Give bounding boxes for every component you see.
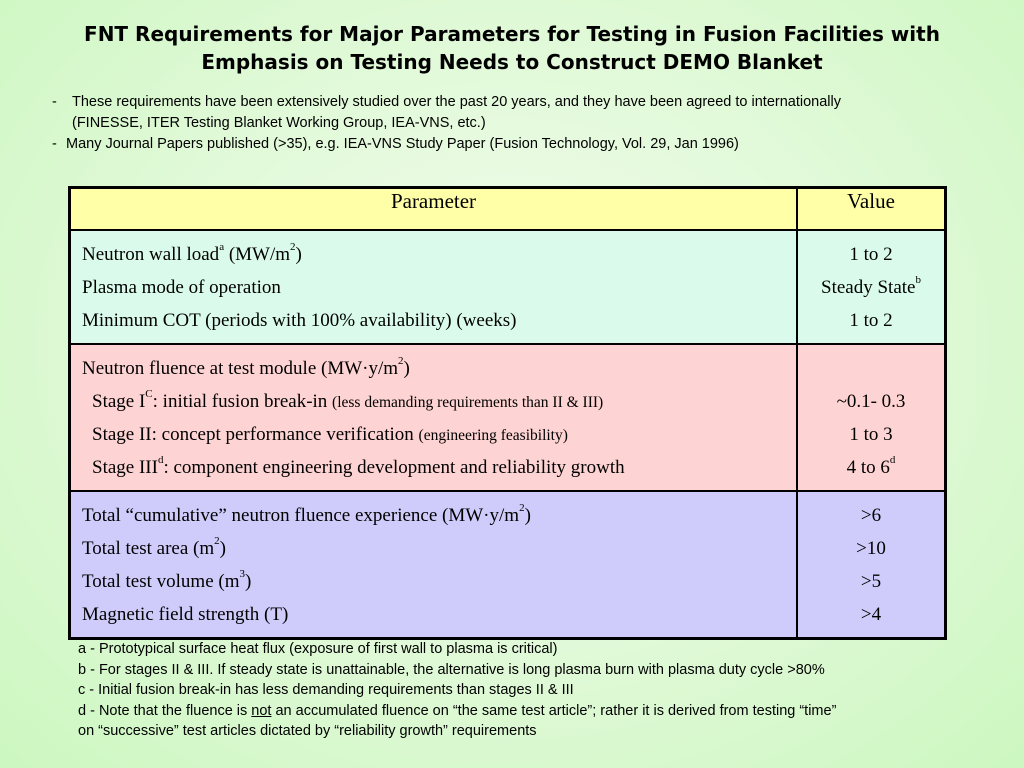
footnote-ref: a <box>219 240 225 253</box>
table-row <box>82 385 796 418</box>
value-text: 1 to 2 <box>849 244 893 265</box>
slide-title <box>0 20 1024 76</box>
footnote-a: a - Prototypical surface heat flux (exposure of first wall to plasma is critical) <box>78 641 558 657</box>
parameter-cell <box>70 230 798 344</box>
stage-label: Stage III <box>92 457 158 478</box>
table-row <box>82 418 796 451</box>
superscript: 2 <box>398 354 404 367</box>
title-line-2: Emphasis on Testing Needs to Construct DEMO Blanket <box>201 50 823 74</box>
bullet-dash: - <box>52 136 57 152</box>
footnote-d-line2: on “successive” test articles dictated by “reliability growth” requirements <box>78 723 537 739</box>
footnote-ref: d <box>889 453 896 466</box>
param-text: Neutron fluence at test module (MW·y/m <box>82 358 399 379</box>
param-text: Neutron wall load <box>82 244 220 265</box>
value-text: 4 to 6 <box>846 457 890 478</box>
bullet-dash: - <box>52 94 57 110</box>
value-cell <box>797 344 946 491</box>
table-group-totals <box>70 491 946 639</box>
value-blank <box>798 352 944 385</box>
superscript: 2 <box>519 501 525 514</box>
table-row <box>82 565 796 598</box>
bullet-line: (FINESSE, ITER Testing Blanket Working Group, IEA-VNS, etc.) <box>72 115 486 131</box>
superscript: 2 <box>290 240 296 253</box>
footnote-c: c - Initial fusion break-in has less demanding requirements than stages II & III <box>78 682 574 698</box>
table-row <box>82 598 796 631</box>
value-row <box>798 451 944 484</box>
value-text: >5 <box>860 571 882 592</box>
bullet-item <box>52 92 841 134</box>
footnote-d-text: d - Note that the fluence is <box>78 702 252 719</box>
value-text: 1 to 3 <box>849 424 893 445</box>
table-row <box>82 451 796 484</box>
requirements-table <box>68 186 947 640</box>
footnote-ref: b <box>915 273 921 286</box>
parameter-cell <box>70 491 798 639</box>
footnote-ref: C <box>145 387 153 400</box>
param-close: ) <box>245 571 252 592</box>
header-value: Value <box>797 188 946 231</box>
table-row <box>82 304 796 337</box>
param-close: ) <box>219 538 226 559</box>
param-text: Total test volume (m <box>82 571 240 592</box>
bullet-item <box>52 134 841 155</box>
stage-label: Stage I <box>92 391 146 412</box>
header-parameter: Parameter <box>70 188 798 231</box>
bullet-line: These requirements have been extensively studied over the past 20 years, and they have been agreed to internationally <box>72 94 841 110</box>
stage-note: (less demanding requirements than II & III) <box>332 394 604 411</box>
stage-desc: : initial fusion break-in <box>152 391 333 412</box>
table-row <box>82 499 796 532</box>
footnote-ref: d <box>157 453 164 466</box>
param-text: Plasma mode of operation <box>82 277 281 298</box>
table-group-operating <box>70 230 946 344</box>
footnote-d <box>78 701 836 722</box>
param-text: Total “cumulative” neutron fluence experience (MW·y/m <box>82 505 520 526</box>
value-text: 1 to 2 <box>849 310 893 331</box>
footnotes <box>78 639 836 742</box>
value-cell <box>797 491 946 639</box>
param-text: Total test area (m <box>82 538 215 559</box>
value-text: >4 <box>860 604 882 625</box>
value-text: ~0.1- 0.3 <box>836 391 906 412</box>
table-row <box>82 352 796 385</box>
value-text: Steady State <box>821 277 916 298</box>
value-text: >10 <box>856 538 886 559</box>
title-line-1: FNT Requirements for Major Parameters for Testing in Fusion Facilities with <box>84 22 940 46</box>
table-row <box>82 271 796 304</box>
param-close: ) <box>295 244 302 265</box>
param-text: Magnetic field strength (T) <box>82 604 289 625</box>
bullet-text: Many Journal Papers published (>35), e.g. IEA-VNS Study Paper (Fusion Technology, Vol. 29, Jan 1996) <box>66 136 739 152</box>
footnote-d-text: an accumulated fluence on “the same test article”; rather it is derived from testing “time” <box>271 702 837 719</box>
table-header-row <box>70 188 946 231</box>
value-cell <box>797 230 946 344</box>
value-text: >6 <box>860 505 882 526</box>
table-row <box>82 532 796 565</box>
bullet-list <box>52 92 841 155</box>
footnote-d-emphasis: not <box>251 702 272 719</box>
table-group-fluence <box>70 344 946 491</box>
stage-desc: : concept performance verification <box>151 424 419 445</box>
stage-note: (engineering feasibility) <box>418 427 568 444</box>
stage-label: Stage II <box>92 424 152 445</box>
param-text: Minimum COT (periods with 100% availability) (weeks) <box>82 310 517 331</box>
superscript: 3 <box>239 567 246 580</box>
param-unit: (MW/m <box>224 244 291 265</box>
table-row <box>82 238 796 271</box>
superscript: 2 <box>214 534 220 547</box>
parameter-cell <box>70 344 798 491</box>
value-row <box>798 271 944 304</box>
param-close: ) <box>524 505 531 526</box>
stage-desc: : component engineering development and reliability growth <box>163 457 625 478</box>
param-close: ) <box>403 358 410 379</box>
footnote-b: b - For stages II & III. If steady state is unattainable, the alternative is long plasma burn with plasma duty cycle >80% <box>78 661 825 678</box>
bullet-text <box>72 92 841 134</box>
